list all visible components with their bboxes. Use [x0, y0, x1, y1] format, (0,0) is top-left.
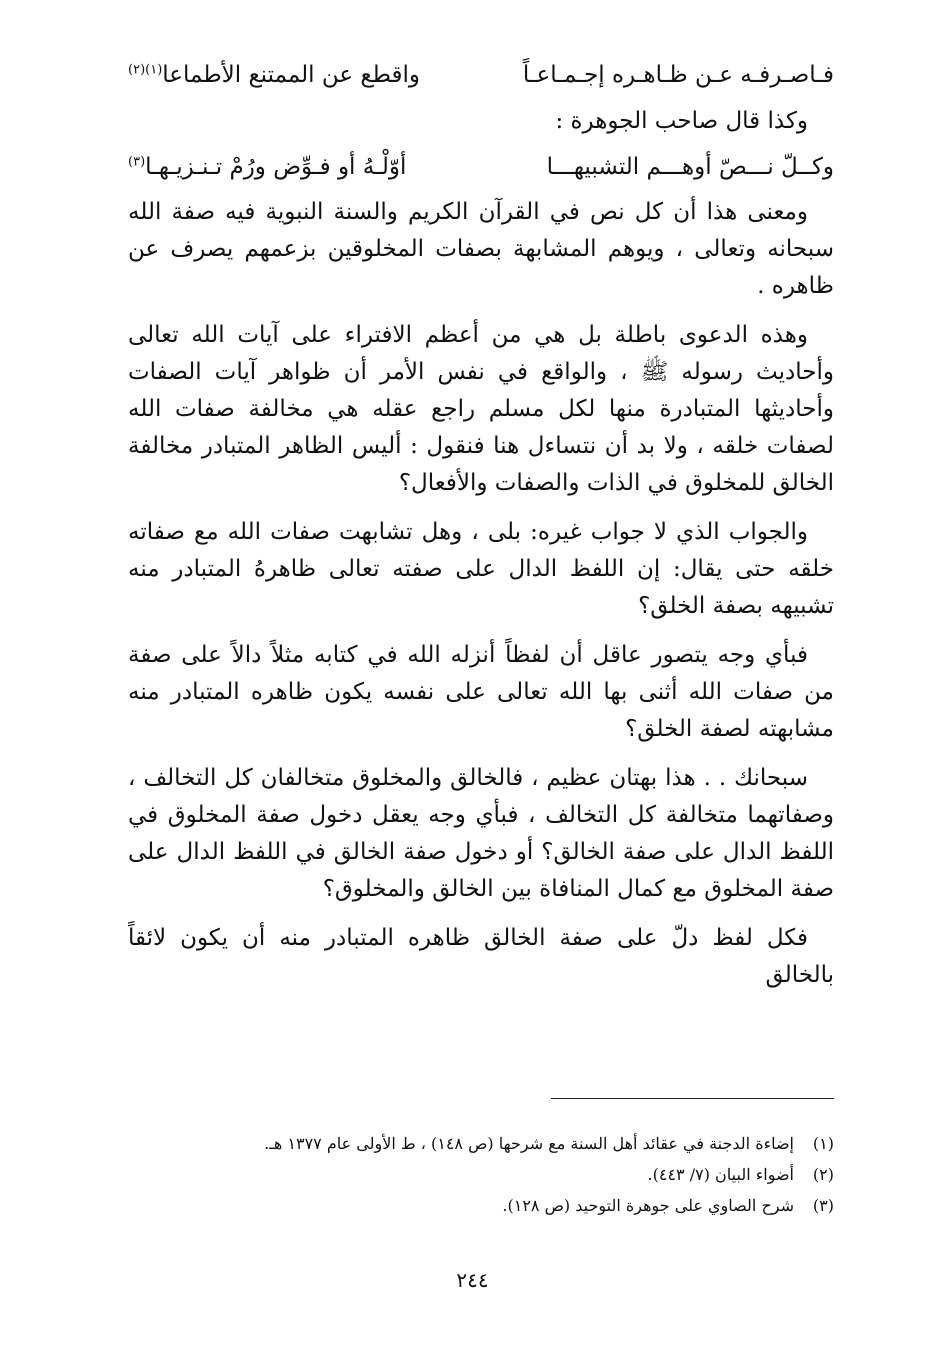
verse-1-first-hemistich: فـاصـرفـه عـن ظـاهـره إجـمـاعـاً [522, 61, 834, 88]
poem-verse-1 [128, 52, 834, 98]
intro-line: وكذا قال صاحب الجوهرة : [555, 108, 808, 134]
footnote-text: شرح الصاوي على جوهرة التوحيد (ص ١٢٨). [502, 1196, 794, 1215]
footnote-text: أضواء البيان (٧/ ٤٤٣). [647, 1165, 794, 1184]
main-text [128, 52, 834, 994]
footnote-number: (١) [812, 1134, 834, 1153]
footnote-item [128, 1159, 834, 1190]
footnote-separator [551, 1098, 834, 1099]
footnotes [128, 1128, 834, 1221]
verse-2-second-text: أوّلْـهُ أو فـوِّض ورُمْ تـنـزيـهـا [145, 153, 407, 180]
footnote-text: إضاءة الدجنة في عقائد أهل السنة مع شرحها (ص ١٤٨) ، ط الأولى عام ١٣٧٧ هـ. [264, 1134, 794, 1153]
paragraph-answer: والجواب الذي لا جواب غيره: بلى ، وهل تشابهت صفات الله مع صفاته خلقه حتى يقال: إن اللفظ الدال على صفته تعالى ظاهرهُ المتبادر منه تشبيهه بصفة الخلق؟ [128, 519, 834, 619]
paragraph-meaning: ومعنى هذا أن كل نص في القرآن الكريم والسنة النبوية فيه صفة الله سبحانه وتعالى ، ويوهم المشابهة بصفات المخلوقين بزعمهم يصرف عن ظاهره . [128, 199, 834, 299]
footnote-number: (٢) [812, 1165, 834, 1184]
paragraph-glorification: سبحانك . . هذا بهتان عظيم ، فالخالق والمخلوق متخالفان كل التخالف ، وصفاتهما متخالفة كل التخالف ، فبأي وجه يعقل دخول صفة المخلوق في اللفظ الدال على صفة الخالق؟ أو دخول صفة الخالق في اللفظ الدال على صفة المخلوق مع كمال المنافاة بين الخالق والمخلوق؟ [128, 765, 834, 902]
footnote-number: (٣) [812, 1196, 834, 1215]
poem-verse-2 [128, 144, 834, 190]
footnote-item [128, 1128, 834, 1159]
footnote-item [128, 1190, 834, 1221]
verse-1-second-hemistich [128, 58, 420, 93]
footnote-markers-1-2: (١)(٢) [128, 61, 163, 77]
verse-2-first-hemistich: وكــلّ نـــصّ أوهـــم التشبيهـــا [546, 153, 834, 180]
paragraph-conclusion: فكل لفظ دلّ على صفة الخالق ظاهره المتبادر منه أن يكون لائقاً بالخالق [128, 925, 834, 988]
paragraph-claim: وهذه الدعوى باطلة بل هي من أعظم الافتراء على آيات الله تعالى وأحاديث رسوله ﷺ ، والواقع في نفس الأمر أن ظواهر آيات الصفات وأحاديثها المتبادرة منها لكل مسلم راجع عقله هي مخالفة صفات الله لصفات خلقه ، ولا بد أن نتساءل هنا فنقول : أليس الظاهر المتبادر مخالفة الخالق للمخلوق في الذات والصفات والأفعال؟ [128, 322, 834, 496]
footnote-marker-3: (٣) [128, 153, 146, 169]
verse-2-second-hemistich [128, 150, 406, 185]
verse-1-second-text: واقطع عن الممتنع الأطماعا [162, 61, 421, 88]
paragraph-question: فبأي وجه يتصور عاقل أن لفظاً أنزله الله في كتابه مثلاً دالاً على صفة من صفات الله أثنى بها الله تعالى على نفسه يكون ظاهره المتبادر منه مشابهته لصفة الخلق؟ [128, 642, 834, 742]
page-number: ٢٤٤ [456, 1268, 489, 1292]
